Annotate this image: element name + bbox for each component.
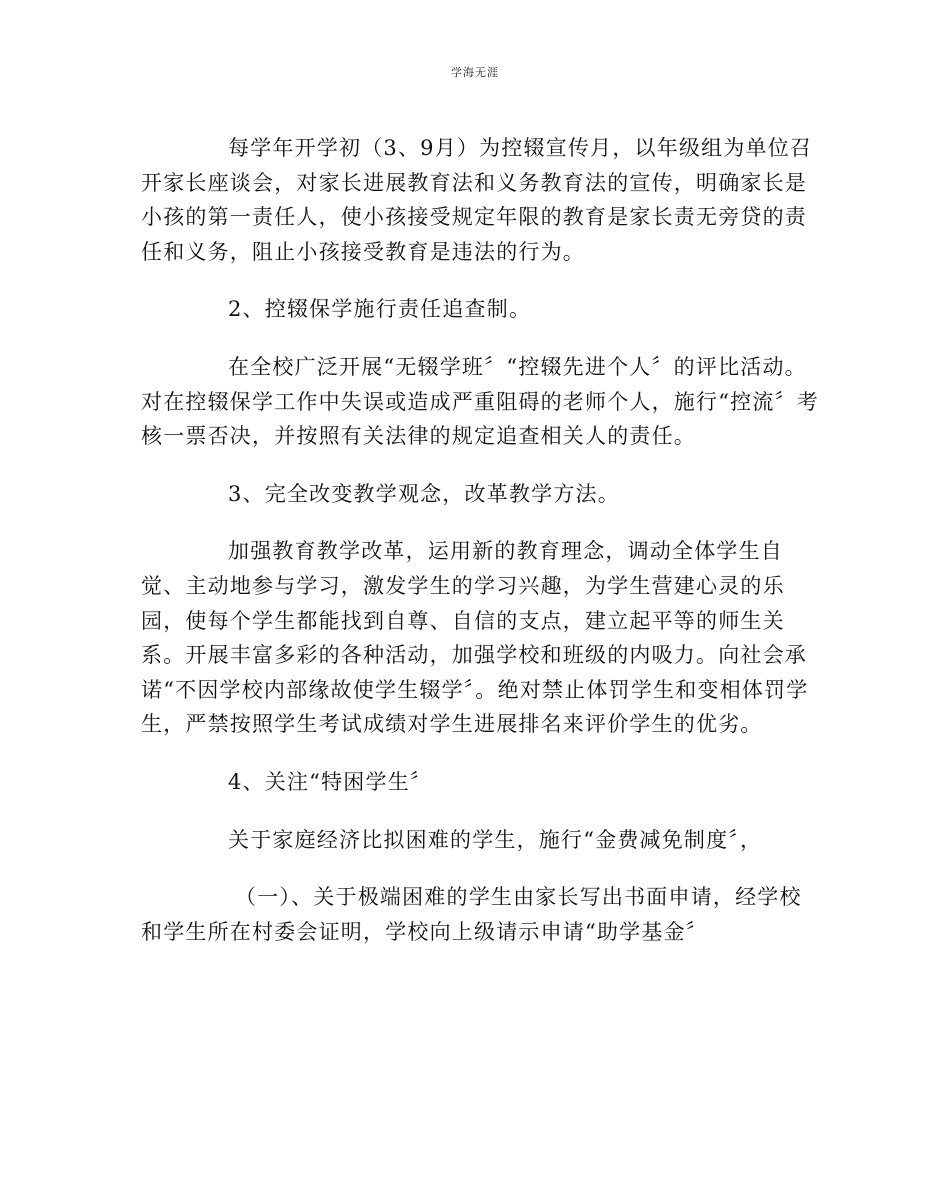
- text-line: 关于家庭经济比拟困难的学生，施行“金费减免制度〞，: [228, 827, 763, 852]
- section-heading: 3、完全改变教学观念，改革教学方法。: [228, 481, 620, 506]
- text-line: 觉、主动地参与学习，激发学生的学习兴趣，为学生营建心灵的乐: [141, 573, 785, 598]
- text-line: 生，严禁按照学生考试成绩对学生进展排名来评价学生的优劣。: [141, 712, 763, 737]
- document-body: [141, 131, 819, 949]
- paragraph-gap: [141, 269, 813, 292]
- text-line: 任和义务，阻止小孩接受教育是违法的行为。: [141, 239, 585, 264]
- text-line: 开家长座谈会，对家长进展教育法和义务教育法的宣传，明确家长是: [141, 170, 807, 195]
- text-line: 对在控辍保学工作中失误或造成严重阻碍的老师个人，施行“控流〞考: [141, 389, 819, 414]
- text-line: （一）、关于极端困难的学生由家长写出书面申请，经学校: [235, 885, 802, 910]
- text-line: 小孩的第一责任人，使小孩接受规定年限的教育是家长责无旁贷的责: [141, 205, 807, 230]
- section-heading: 4、关注“特困学生〞: [228, 769, 433, 794]
- text-line: 加强教育教学改革，运用新的教育理念，调动全体学生自: [228, 539, 783, 564]
- paragraph-gap: [141, 857, 813, 880]
- text-line: 核一票否决，并按照有关法律的规定追查相关人的责任。: [141, 424, 696, 449]
- paragraph-gap: [141, 800, 813, 823]
- text-line: 每学年开学初（3、9月）为控辍宣传月，以年级组为单位召: [228, 136, 813, 160]
- text-line: 在全校广泛开展“无辍学班〞“控辍先进个人〞的评比活动。: [228, 354, 807, 379]
- text-line: 园，使每个学生都能找到自尊、自信的支点，建立起平等的师生关: [141, 608, 785, 633]
- page-header: 学海无涯: [451, 66, 499, 79]
- paragraph-gap: [141, 511, 813, 534]
- section-heading: 2、控辍保学施行责任追查制。: [228, 297, 532, 322]
- paragraph-gap: [141, 742, 813, 765]
- text-line: 和学生所在村委会证明，学校向上级请示申请“助学基金〞: [141, 919, 708, 944]
- text-line: 诺“不因学校内部缘故使学生辍学〞。绝对禁止体罚学生和变相体罚学: [141, 677, 809, 702]
- paragraph-gap: [141, 327, 813, 350]
- text-line: 系。开展丰富多彩的各种活动，加强学校和班级的内吸力。向社会承: [141, 643, 807, 668]
- paragraph-gap: [141, 454, 813, 477]
